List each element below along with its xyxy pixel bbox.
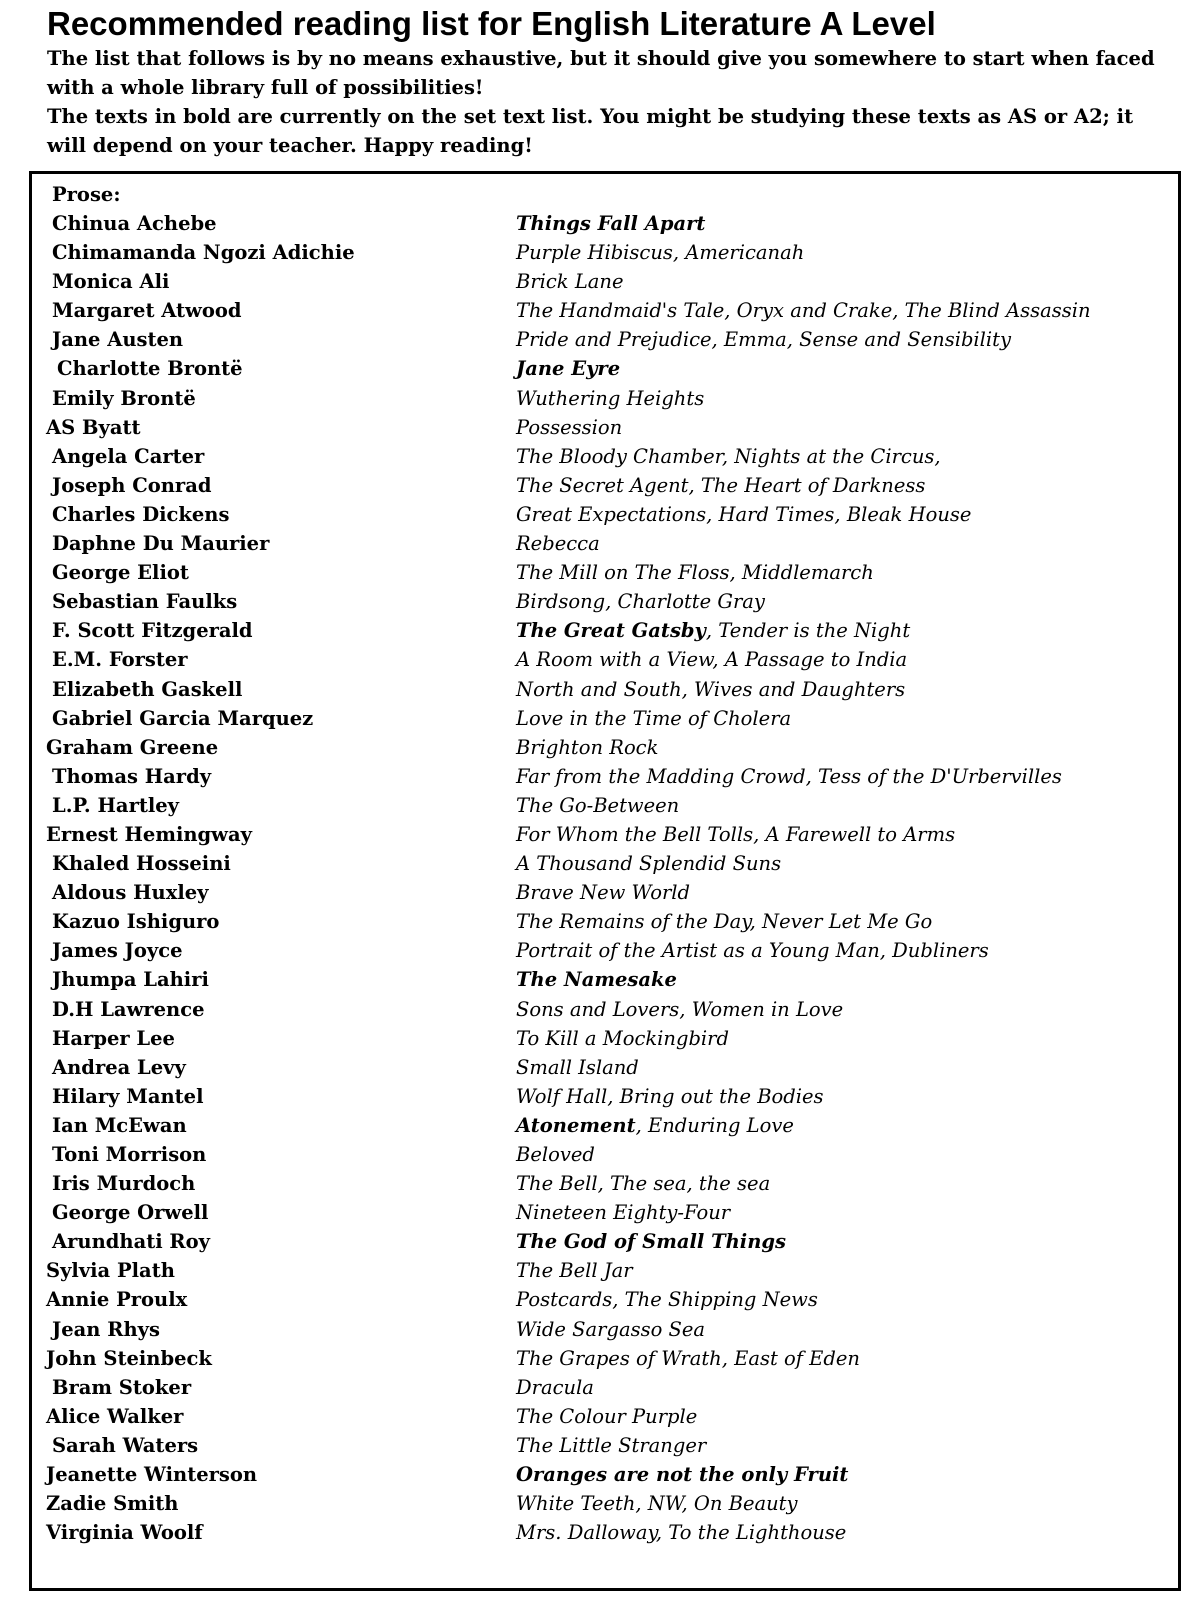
book-titles [516, 1256, 633, 1285]
book-title: Wuthering Heights [516, 386, 705, 410]
book-titles [516, 1489, 798, 1518]
list-item [0, 1285, 1200, 1314]
author-name: Ian McEwan [52, 1113, 187, 1137]
book-title: Beloved [516, 1143, 595, 1166]
book-title: The Go-Between [516, 793, 680, 817]
book-title: Brick Lane [516, 270, 624, 294]
book-titles [516, 907, 932, 936]
intro-paragraph: The texts in bold are currently on the set text list. You might be studying these texts as AS or A2; it will depend on your teacher. Happy reading! [47, 105, 1134, 157]
author-name: Bram Stoker [52, 1375, 192, 1399]
book-titles [516, 1024, 729, 1053]
book-title: Birdsong, Charlotte Gray [516, 590, 765, 614]
list-item [0, 1198, 1200, 1227]
author-name: Elizabeth Gaskell [52, 677, 243, 701]
list-item [0, 1140, 1200, 1169]
book-titles [516, 384, 704, 413]
book-title: Rebecca [516, 532, 600, 556]
list-item [0, 820, 1200, 849]
author-name: Zadie Smith [46, 1492, 179, 1516]
book-titles [516, 1315, 705, 1344]
author-name: Gabriel Garcia Marquez [52, 706, 314, 730]
book-title: The Handmaid's Tale, Oryx and Crake, The Blind Assassin [516, 299, 1091, 323]
set-text-title: The God of Small Things [516, 1230, 786, 1254]
author-name: Iris Murdoch [52, 1172, 196, 1196]
book-title: Love in the Time of Cholera [516, 706, 792, 730]
list-item [0, 1169, 1200, 1198]
book-titles [516, 1169, 770, 1198]
author-name: Graham Greene [46, 735, 219, 759]
list-item [0, 1431, 1200, 1460]
list-item [0, 587, 1200, 616]
author-name: Charles Dickens [52, 502, 230, 526]
set-text-title: The Great Gatsby [516, 619, 706, 643]
list-item [0, 645, 1200, 674]
book-titles [516, 791, 679, 820]
list-item [0, 936, 1200, 965]
book-titles [516, 1518, 846, 1547]
list-item [0, 413, 1200, 442]
book-title: White Teeth, NW, On Beauty [516, 1492, 798, 1516]
book-titles [516, 733, 658, 762]
author-name: AS Byatt [46, 415, 141, 439]
book-titles [516, 529, 600, 558]
book-titles [516, 471, 925, 500]
list-item [0, 1024, 1200, 1053]
set-text-title: Things Fall Apart [516, 212, 706, 235]
book-title: Mrs. Dalloway, To the Lighthouse [516, 1521, 847, 1545]
book-title: Portrait of the Artist as a Young Man, Dubliners [516, 939, 989, 963]
author-name: Sylvia Plath [46, 1259, 175, 1283]
author-name: Joseph Conrad [52, 473, 212, 497]
author-name: Chinua Achebe [52, 212, 217, 235]
book-title: The Secret Agent, The Heart of Darkness [516, 473, 926, 497]
book-titles [516, 1431, 706, 1460]
list-item [0, 354, 1200, 383]
list-item [0, 907, 1200, 936]
list-item [0, 878, 1200, 907]
list-item [0, 1111, 1200, 1140]
author-name: Daphne Du Maurier [52, 532, 270, 556]
author-name: Virginia Woolf [46, 1521, 203, 1545]
list-item [0, 384, 1200, 413]
book-title: The Remains of the Day, Never Let Me Go [516, 910, 933, 934]
author-name: Thomas Hardy [52, 764, 212, 788]
book-titles [516, 995, 843, 1024]
book-titles [516, 1111, 794, 1140]
reading-list [0, 209, 1200, 1547]
book-title: A Thousand Splendid Suns [516, 852, 782, 876]
book-titles [516, 296, 1091, 325]
list-item [0, 296, 1200, 325]
author-name: F. Scott Fitzgerald [52, 619, 253, 643]
book-titles [516, 936, 989, 965]
book-titles [516, 1344, 860, 1373]
list-item [0, 1315, 1200, 1344]
book-titles [516, 1373, 594, 1402]
book-titles [516, 1082, 824, 1111]
book-title: Sons and Lovers, Women in Love [516, 997, 844, 1021]
author-name: D.H Lawrence [52, 997, 205, 1021]
set-text-title: Jane Eyre [516, 357, 621, 381]
author-name: Monica Ali [52, 270, 170, 294]
book-titles [516, 675, 905, 704]
list-item [0, 238, 1200, 267]
book-titles [516, 616, 910, 645]
list-item [0, 1489, 1200, 1518]
author-name: Andrea Levy [52, 1055, 186, 1079]
set-text-title: Atonement [516, 1113, 636, 1137]
book-titles [516, 1140, 595, 1169]
author-name: Sebastian Faulks [52, 590, 238, 614]
author-name: Angela Carter [52, 444, 205, 468]
author-name: Kazuo Ishiguro [52, 910, 220, 934]
author-name: Jean Rhys [52, 1317, 160, 1341]
author-name: Hilary Mantel [52, 1084, 204, 1108]
book-titles [516, 325, 1011, 354]
list-item [0, 209, 1200, 238]
book-title: Far from the Madding Crowd, Tess of the D'Urbervilles [516, 764, 1062, 788]
book-title: Possession [516, 415, 623, 439]
book-title: Brave New World [516, 881, 691, 905]
book-titles [516, 1227, 786, 1256]
section-heading-prose: Prose: [52, 183, 121, 206]
author-name: George Orwell [52, 1201, 209, 1225]
book-title: A Room with a View, A Passage to India [516, 648, 908, 672]
book-title: Wide Sargasso Sea [516, 1317, 706, 1341]
book-titles [516, 849, 781, 878]
book-titles [516, 267, 624, 296]
list-item [0, 1227, 1200, 1256]
book-title: The Bloody Chamber, Nights at the Circus, [516, 444, 941, 468]
book-title: Small Island [516, 1055, 639, 1079]
author-name: Annie Proulx [46, 1288, 188, 1312]
book-titles [516, 878, 690, 907]
list-item [0, 675, 1200, 704]
book-titles [516, 965, 677, 994]
book-titles [516, 762, 1062, 791]
author-name: Sarah Waters [52, 1433, 199, 1457]
intro-paragraph: The list that follows is by no means exhaustive, but it should give you somewhere to start when faced with a whole library full of possibilities! [47, 47, 1155, 99]
book-titles [516, 820, 955, 849]
book-titles [516, 442, 941, 471]
list-item [0, 849, 1200, 878]
book-titles [516, 645, 907, 674]
author-name: Arundhati Roy [52, 1230, 210, 1254]
list-item [0, 1373, 1200, 1402]
author-name: Margaret Atwood [52, 299, 242, 323]
book-title: North and South, Wives and Daughters [516, 677, 906, 701]
list-item [0, 1518, 1200, 1547]
book-titles [516, 1402, 697, 1431]
author-name: Harper Lee [52, 1026, 175, 1050]
page-title: Recommended reading list for English Literature A Level [47, 5, 936, 42]
book-titles [516, 1198, 730, 1227]
list-item [0, 1344, 1200, 1373]
list-item [0, 1053, 1200, 1082]
list-item [0, 1256, 1200, 1285]
book-titles [516, 413, 622, 442]
list-item [0, 442, 1200, 471]
author-name: Ernest Hemingway [46, 822, 252, 846]
list-item [0, 762, 1200, 791]
author-name: Aldous Huxley [52, 881, 209, 905]
list-item [0, 1460, 1200, 1489]
author-name: Khaled Hosseini [52, 852, 231, 876]
author-name: Chimamanda Ngozi Adichie [52, 241, 355, 265]
book-title: Great Expectations, Hard Times, Bleak House [516, 502, 972, 526]
author-name: James Joyce [52, 939, 183, 963]
author-name: Jane Austen [52, 328, 184, 352]
list-item [0, 616, 1200, 645]
author-name: Emily Brontë [52, 386, 196, 410]
book-titles [516, 1053, 639, 1082]
book-titles [516, 558, 874, 587]
list-item [0, 529, 1200, 558]
list-item [0, 791, 1200, 820]
author-name: Jhumpa Lahiri [52, 968, 209, 992]
book-titles [516, 238, 804, 267]
list-item [0, 1082, 1200, 1111]
list-item [0, 471, 1200, 500]
author-name: E.M. Forster [52, 648, 188, 672]
book-title: The Bell Jar [516, 1259, 633, 1283]
book-titles [516, 1460, 848, 1489]
book-title: Dracula [516, 1375, 594, 1399]
book-titles [516, 704, 791, 733]
book-titles [516, 209, 705, 238]
list-item [0, 267, 1200, 296]
list-item [0, 1402, 1200, 1431]
book-title: To Kill a Mockingbird [516, 1026, 729, 1050]
list-item [0, 704, 1200, 733]
author-name: George Eliot [52, 561, 189, 585]
book-titles [516, 500, 971, 529]
list-item [0, 325, 1200, 354]
book-title: Pride and Prejudice, Emma, Sense and Sensibility [516, 328, 1011, 352]
book-title: Purple Hibiscus, Americanah [516, 241, 805, 265]
book-title: Nineteen Eighty-Four [516, 1201, 731, 1225]
book-title: Brighton Rock [516, 735, 659, 759]
author-name: Toni Morrison [52, 1143, 207, 1166]
author-name: Charlotte Brontë [57, 357, 243, 381]
book-title: The Colour Purple [516, 1404, 698, 1428]
book-titles [516, 354, 620, 383]
list-item [0, 558, 1200, 587]
book-title: The Grapes of Wrath, East of Eden [516, 1346, 860, 1370]
book-title: Postcards, The Shipping News [516, 1288, 818, 1312]
book-title: Wolf Hall, Bring out the Bodies [516, 1084, 824, 1108]
list-item [0, 995, 1200, 1024]
book-title: , Tender is the Night [705, 619, 911, 643]
list-item [0, 500, 1200, 529]
list-item [0, 733, 1200, 762]
book-titles [516, 1285, 818, 1314]
book-title: , Enduring Love [635, 1113, 794, 1137]
author-name: Alice Walker [46, 1404, 184, 1428]
author-name: John Steinbeck [46, 1346, 212, 1370]
book-title: The Little Stranger [516, 1433, 707, 1457]
book-title: The Mill on The Floss, Middlemarch [516, 561, 874, 585]
book-title: The Bell, The sea, the sea [516, 1172, 771, 1196]
intro-text [47, 44, 1157, 160]
set-text-title: The Namesake [516, 968, 677, 992]
set-text-title: Oranges are not the only Fruit [516, 1463, 849, 1487]
author-name: Jeanette Winterson [46, 1463, 258, 1487]
book-title: For Whom the Bell Tolls, A Farewell to Arms [516, 822, 956, 846]
list-item [0, 965, 1200, 994]
book-titles [516, 587, 765, 616]
author-name: L.P. Hartley [52, 793, 179, 817]
